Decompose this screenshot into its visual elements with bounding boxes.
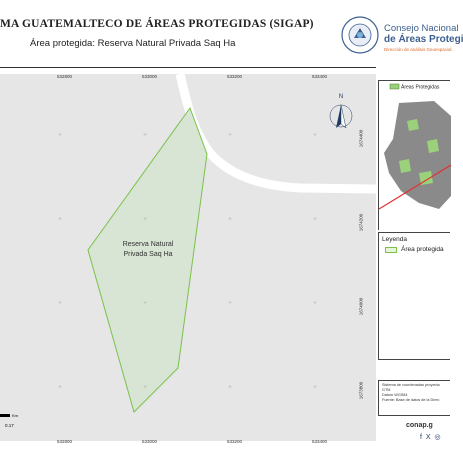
svg-text:+: + (228, 300, 233, 307)
svg-text:+: + (228, 384, 233, 391)
svg-text:+: + (143, 132, 148, 139)
area-label-line-2: Privada Saq Ha (123, 251, 173, 258)
svg-text:+: + (58, 300, 63, 307)
svg-text:+: + (143, 216, 148, 223)
legend-swatch-protected-area (385, 247, 397, 253)
svg-text:+: + (58, 132, 63, 139)
right-tick-3: 1674000 (358, 297, 364, 316)
top-tick-1: 532800 (57, 74, 73, 79)
svg-text:+: + (228, 216, 233, 223)
legend (378, 232, 450, 360)
info-line-4: Fuente: Base de datos de la Direc (382, 398, 440, 402)
info-line-1: Sistema de coordenadas proyecta (382, 383, 440, 387)
scale-unit: Km (12, 413, 18, 418)
logo-line-2: de Áreas Protegi (384, 34, 463, 45)
guatemala-seal-icon (340, 14, 380, 56)
legend-title: Leyenda (382, 236, 407, 243)
logo-line-1: Consejo Nacional (384, 23, 459, 34)
north-label: N (338, 94, 344, 100)
main-map[interactable] (0, 67, 376, 444)
inset-map[interactable] (378, 80, 450, 230)
inset-legend-label: Áreas Protegidas (401, 84, 440, 91)
bottom-tick-3: 533200 (227, 439, 243, 444)
map-title: MA GUATEMALTECO DE ÁREAS PROTEGIDAS (SIGAP) (0, 18, 314, 30)
projection-info (378, 380, 450, 416)
svg-text:+: + (143, 384, 148, 391)
map-subtitle: Área protegida: Reserva Natural Privada Saq Ha (30, 38, 236, 49)
map-canvas[interactable] (0, 68, 376, 441)
social-icons[interactable]: f X ◎ (420, 434, 442, 441)
legend-label-protected-area: Área protegida (401, 245, 444, 253)
scale-value: 0.17 (5, 423, 14, 428)
scale-bar (0, 414, 10, 417)
inset-legend-swatch (390, 84, 399, 89)
right-tick-2: 1674200 (358, 213, 364, 232)
protected-patch (407, 119, 419, 131)
svg-text:+: + (313, 132, 318, 139)
svg-text:+: + (58, 384, 63, 391)
protected-patch (399, 159, 411, 173)
svg-text:+: + (143, 300, 148, 307)
area-label-line-1: Reserva Natural (122, 241, 174, 248)
inset-canvas (379, 81, 451, 231)
logo-line-3: Dirección de análisis Geoespacial (384, 47, 452, 52)
right-tick-4: 1673800 (358, 381, 364, 400)
top-tick-2: 533000 (142, 74, 158, 79)
right-tick-1: 1674400 (358, 129, 364, 148)
svg-text:+: + (313, 216, 318, 223)
svg-text:+: + (313, 384, 318, 391)
footer-url[interactable]: conap.g (406, 422, 433, 429)
conap-logo (340, 14, 463, 56)
top-tick-4: 533400 (312, 74, 328, 79)
svg-text:+: + (58, 216, 63, 223)
top-tick-3: 533200 (227, 74, 243, 79)
bottom-tick-1: 532800 (57, 439, 73, 444)
info-line-2: GTM (382, 388, 391, 392)
bottom-tick-4: 533400 (312, 439, 328, 444)
protected-patch (427, 139, 439, 153)
svg-text:+: + (228, 132, 233, 139)
svg-text:+: + (313, 300, 318, 307)
bottom-tick-2: 533000 (142, 439, 158, 444)
info-line-3: Datum WGS84 (382, 393, 408, 397)
